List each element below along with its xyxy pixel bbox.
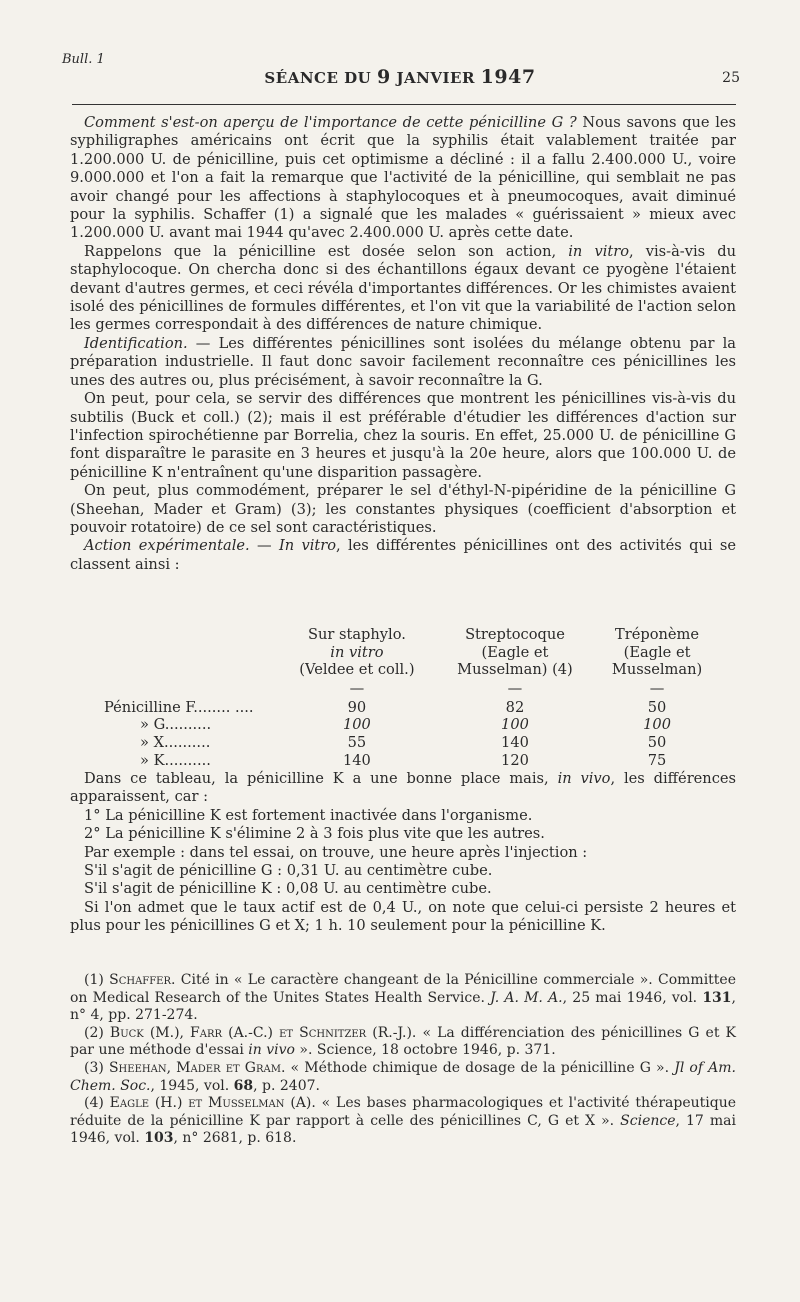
paragraph: Comment s'est-on aperçu de l'importance de cette pénicilline G ? Nous savons que les syphiligraphes américains ont écrit que la syphilis était valablement traitée par 1.200.000 U. de pénicilline, puis cet optimisme a décliné : il a fallu 2.400.000 U., voire 9.000.000 et l'on a fait la remarque que l'activité de la pénicilline, qui semblait ne pas avoir changé pour les affections à staphylocoques et à pneumocoques, avait diminué pour la syphilis. Schaffer (1) a signalé que les malades « guérissaient » mieux avec 1.200.000 U. avant mai 1944 qu'avec 2.400.000 U. après cette date.	[70, 114, 736, 242]
paragraph: Action expérimentale. — In vitro, les différentes pénicillines ont des activités qui se classent ainsi :	[70, 537, 737, 573]
column-header: Streptocoque (Eagle et Musselman) (4)	[457, 626, 573, 679]
paragraph: Dans ce tableau, la pénicilline K a une bonne place mais, in vivo, les différences apparaissent, car :	[70, 770, 736, 806]
page-number: 25	[722, 70, 740, 86]
table-row: » K.......... 140 120 75	[140, 751, 667, 769]
table-dash-row: — — —	[349, 679, 665, 697]
table-row: » X.......... 55 140 50	[140, 733, 667, 751]
header-rule	[72, 104, 736, 105]
paragraph: Identification. — Les différentes pénicillines sont isolées du mélange obtenu par la préparation industrielle. Il faut donc savoir facilement reconnaître ces pénicillines les unes des autres ou, plus précisément, à savoir reconnaître la G.	[70, 334, 736, 389]
table-row: » G.......... 100 100 100	[140, 716, 671, 734]
discussion-text	[70, 770, 736, 936]
footnotes	[70, 972, 736, 1148]
column-header: Tréponème (Eagle et Musselman)	[611, 626, 703, 679]
running-header	[60, 62, 740, 90]
session-title: SÉANCE DU 9 JANVIER 1947	[264, 66, 536, 88]
footnote: (3) Sheehan, Mader et Gram. « Méthode chimique de dosage de la pénicilline G ». Jl of Am. Chem. Soc., 1945, vol. 68, p. 2407.	[70, 1059, 737, 1094]
footnote: (4) Eagle (H.) et Musselman (A). « Les bases pharmacologiques et l'activité thérapeutique réduite de la pénicilline K par rapport à celle des pénicillines C, G et X ». Science, 17 mai 1946, vol. 103, n° 2681, p. 618.	[70, 1095, 736, 1147]
paragraph: On peut, pour cela, se servir des différences que montrent les pénicillines vis-à-vis du subtilis (Buck et coll.) (2); mais il est préférable d'étudier les différences d'action sur l'infection spirochétienne par Borrelia, chez la souris. En effet, 25.000 U. de pénicilline G font disparaître le parasite en 3 heures et jusqu'à la 20e heure, alors que 100.000 U. de pénicilline K n'entraînent qu'une disparition passagère.	[70, 390, 736, 481]
footnote: (2) Buck (M.), Farr (A.-C.) et Schnitzer (R.-J.). « La différenciation des pénicillines G et K par une méthode d'essai in vivo ». Science, 18 octobre 1946, p. 371.	[70, 1024, 737, 1059]
column-header: Sur staphylo. in vitro (Veldee et coll.)	[299, 626, 415, 679]
paragraph: On peut, plus commodément, préparer le sel d'éthyl-N-pipéridine de la pénicilline G (Sheehan, Mader et Gram) (3); les constantes physiques (coefficient d'absorption et pouvoir rotatoire) de ce sel sont caractéristiques.	[70, 482, 736, 536]
paragraph: Par exemple : dans tel essai, on trouve, une heure après l'injection :	[84, 843, 588, 861]
paragraph: S'il s'agit de pénicilline K : 0,08 U. au centimètre cube.	[84, 880, 492, 898]
bulletin-label: Bull. 1	[62, 52, 105, 67]
table-header-row	[100, 626, 720, 679]
paragraph: S'il s'agit de pénicilline G : 0,31 U. au centimètre cube.	[84, 862, 493, 880]
paragraph: 1° La pénicilline K est fortement inactivée dans l'organisme.	[84, 806, 533, 824]
paragraph: 2° La pénicilline K s'élimine 2 à 3 fois plus vite que les autres.	[84, 825, 545, 843]
footnote: (1) Schaffer. Cité in « Le caractère changeant de la Pénicilline commerciale ». Committee on Medical Research of the Unites States Health Service. J. A. M. A., 25 mai 1946, vol. 131, n° 4, pp. 271-274.	[70, 972, 737, 1024]
table-row: Pénicilline F........ .... 90 82 50	[104, 698, 667, 716]
main-text	[70, 114, 736, 574]
paragraph: Si l'on admet que le taux actif est de 0,4 U., on note que celui-ci persiste 2 heures et plus pour les pénicillines G et X; 1 h. 10 seulement pour la pénicilline K.	[70, 898, 736, 935]
paragraph: Rappelons que la pénicilline est dosée selon son action, in vitro, vis-à-vis du staphylocoque. On chercha donc si des échantillons égaux devant ce pyogène l'étaient devant d'autres germes, et ceci révéla d'importantes différences. Or les chimistes avaient isolé des pénicillines de formules différentes, et l'on vit que la variabilité de l'action selon les germes correspondait à des différences de nature chimique.	[70, 242, 736, 334]
activity-table	[100, 626, 720, 769]
